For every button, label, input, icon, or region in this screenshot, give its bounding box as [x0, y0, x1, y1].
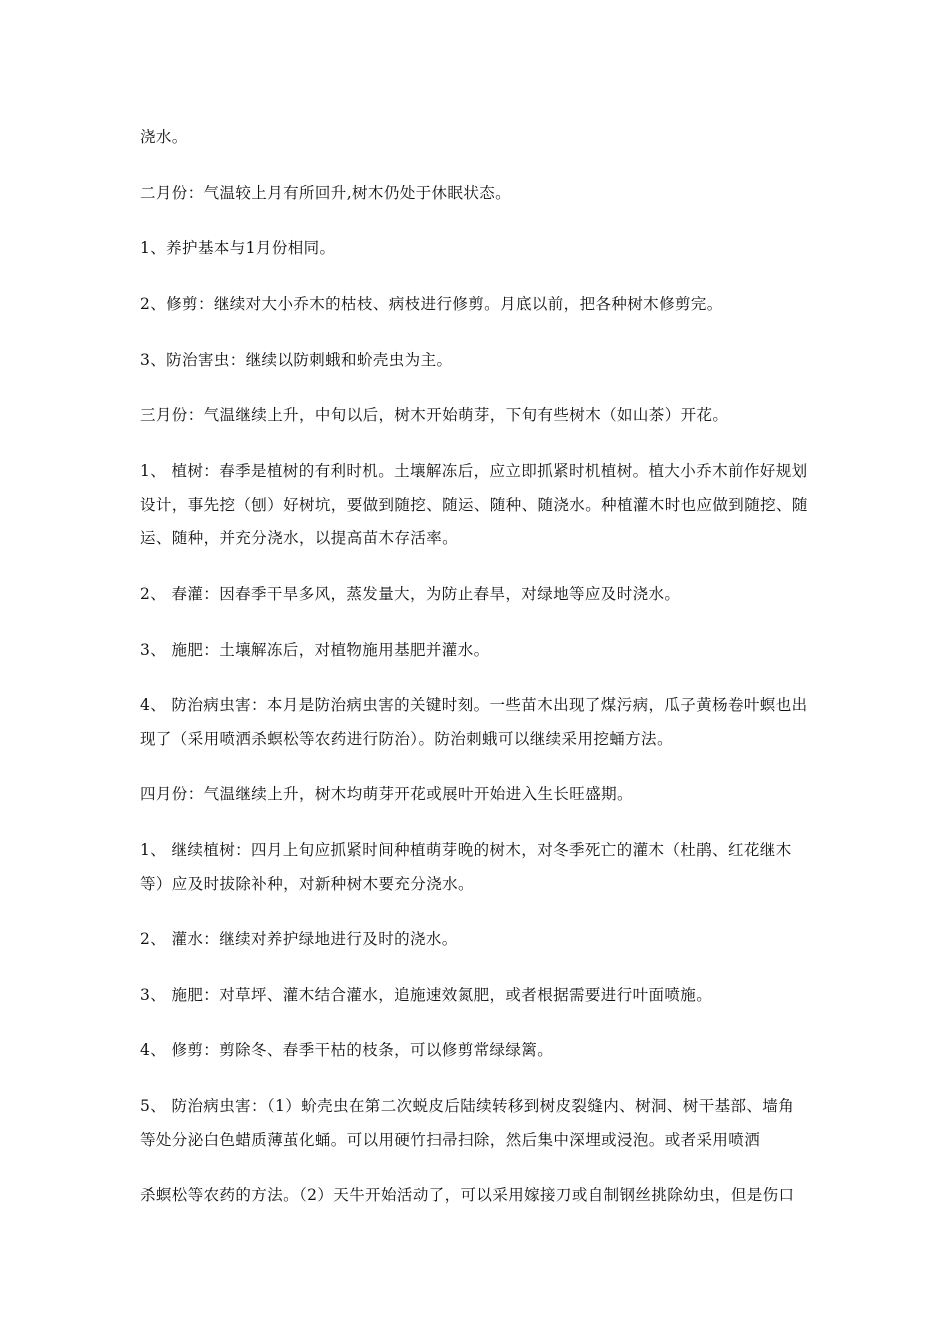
- text-line: 三月份：气温继续上升，中旬以后，树木开始萌芽，下旬有些树木（如山茶）开花。: [140, 406, 729, 424]
- text-line: 1、 植树：春季是植树的有利时机。土壤解冻后，应立即抓紧时机植树。植大小乔木前作好规划: [140, 462, 808, 480]
- text-line: 5、 防治病虫害：（1）蚧壳虫在第二次蜕皮后陆续转移到树皮裂缝内、树洞、树干基部、墙角: [140, 1097, 795, 1115]
- text-line: 4、 防治病虫害：本月是防治病虫害的关键时刻。一些苗木出现了煤污病，瓜子黄杨卷叶螟也出: [140, 696, 808, 714]
- text-line: 2、修剪：继续对大小乔木的枯枝、病枝进行修剪。月底以前，把各种树木修剪完。: [140, 295, 723, 313]
- text-line: 二月份：气温较上月有所回升,树木仍处于休眠状态。: [140, 184, 512, 202]
- text-line: 2、 灌水：继续对养护绿地进行及时的浇水。: [140, 930, 458, 948]
- text-line: 现了（采用喷洒杀螟松等农药进行防治）。防治刺蛾可以继续采用挖蛹方法。: [140, 730, 673, 748]
- text-line: 2、 春灌：因春季干旱多风，蒸发量大，为防止春旱，对绿地等应及时浇水。: [140, 585, 681, 603]
- text-line: 1、 继续植树：四月上旬应抓紧时间种植萌芽晚的树木，对冬季死亡的灌木（杜鹃、红花继木: [140, 841, 792, 859]
- text-line: 3、防治害虫：继续以防刺蛾和蚧壳虫为主。: [140, 351, 453, 369]
- text-line: 3、 施肥：对草坪、灌木结合灌水，追施速效氮肥，或者根据需要进行叶面喷施。: [140, 986, 713, 1004]
- text-line: 设计，事先挖（刨）好树坑，要做到随挖、随运、随种、随浇水。种植灌木时也应做到随挖、随: [140, 496, 808, 514]
- text-line: 杀螟松等农药的方法。（2）天牛开始活动了，可以采用嫁接刀或自制钢丝挑除幼虫，但是伤口: [140, 1186, 795, 1204]
- text-line: 浇水。: [140, 128, 188, 146]
- text-line: 4、 修剪：剪除冬、春季干枯的枝条，可以修剪常绿绿篱。: [140, 1041, 554, 1059]
- text-line: 等处分泌白色蜡质薄茧化蛹。可以用硬竹扫帚扫除，然后集中深埋或浸泡。或者采用喷洒: [140, 1131, 761, 1149]
- text-line: 运、随种，并充分浇水，以提高苗木存活率。: [140, 529, 459, 547]
- text-line: 等）应及时拔除补种，对新种树木要充分浇水。: [140, 875, 474, 893]
- text-line: 四月份：气温继续上升，树木均萌芽开花或展叶开始进入生长旺盛期。: [140, 785, 633, 803]
- text-line: 1、养护基本与1月份相同。: [140, 239, 336, 257]
- text-line: 3、 施肥：土壤解冻后，对植物施用基肥并灌水。: [140, 641, 490, 659]
